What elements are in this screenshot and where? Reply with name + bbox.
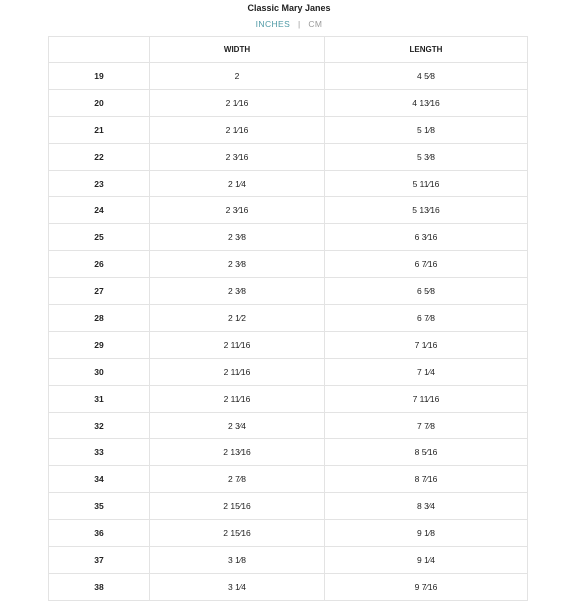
length-cell: 8 3⁄4 (325, 493, 528, 520)
length-cell: 6 5⁄8 (325, 278, 528, 305)
table-row (49, 547, 528, 574)
table-row (49, 224, 528, 251)
unit-separator: | (297, 19, 301, 29)
size-cell: 33 (49, 439, 150, 466)
width-cell: 2 1⁄4 (150, 170, 325, 197)
table-row (49, 493, 528, 520)
width-column-header: WIDTH (150, 37, 325, 63)
width-cell: 2 15⁄16 (150, 520, 325, 547)
size-cell: 34 (49, 466, 150, 493)
length-cell: 4 13⁄16 (325, 89, 528, 116)
size-cell: 28 (49, 305, 150, 332)
width-cell: 2 11⁄16 (150, 385, 325, 412)
table-body (49, 63, 528, 601)
table-row (49, 278, 528, 305)
unit-inches-toggle[interactable]: INCHES (255, 19, 291, 29)
width-cell: 2 3⁄4 (150, 412, 325, 439)
table-row (49, 358, 528, 385)
table-row (49, 466, 528, 493)
width-cell: 2 11⁄16 (150, 358, 325, 385)
width-cell: 2 1⁄2 (150, 305, 325, 332)
length-cell: 5 13⁄16 (325, 197, 528, 224)
size-cell: 30 (49, 358, 150, 385)
table-header-row (49, 37, 528, 63)
width-cell: 2 3⁄8 (150, 224, 325, 251)
width-cell: 2 1⁄16 (150, 89, 325, 116)
size-cell: 24 (49, 197, 150, 224)
table-row (49, 89, 528, 116)
unit-toggle (0, 19, 578, 29)
table-row (49, 520, 528, 547)
length-cell: 6 3⁄16 (325, 224, 528, 251)
width-cell: 2 13⁄16 (150, 439, 325, 466)
length-cell: 5 1⁄8 (325, 116, 528, 143)
size-cell: 25 (49, 224, 150, 251)
table-row (49, 116, 528, 143)
size-cell: 23 (49, 170, 150, 197)
table-row (49, 143, 528, 170)
width-cell: 3 1⁄8 (150, 547, 325, 574)
length-cell: 4 5⁄8 (325, 63, 528, 90)
length-cell: 6 7⁄8 (325, 305, 528, 332)
size-cell: 37 (49, 547, 150, 574)
size-column-header (49, 37, 150, 63)
width-cell: 2 3⁄8 (150, 251, 325, 278)
size-cell: 32 (49, 412, 150, 439)
table-row (49, 305, 528, 332)
size-cell: 29 (49, 331, 150, 358)
table-row (49, 63, 528, 90)
width-cell: 2 3⁄16 (150, 197, 325, 224)
length-column-header: LENGTH (325, 37, 528, 63)
length-cell: 7 11⁄16 (325, 385, 528, 412)
width-cell: 2 1⁄16 (150, 116, 325, 143)
page-title: Classic Mary Janes (247, 3, 331, 13)
table-row (49, 170, 528, 197)
length-cell: 9 7⁄16 (325, 573, 528, 600)
size-cell: 31 (49, 385, 150, 412)
width-cell: 2 15⁄16 (150, 493, 325, 520)
unit-cm-toggle[interactable]: CM (308, 19, 323, 29)
size-cell: 22 (49, 143, 150, 170)
width-cell: 2 3⁄16 (150, 143, 325, 170)
length-cell: 6 7⁄16 (325, 251, 528, 278)
length-cell: 7 7⁄8 (325, 412, 528, 439)
table-row (49, 573, 528, 600)
table-row (49, 331, 528, 358)
size-cell: 27 (49, 278, 150, 305)
length-cell: 5 11⁄16 (325, 170, 528, 197)
size-cell: 35 (49, 493, 150, 520)
width-cell: 2 3⁄8 (150, 278, 325, 305)
size-cell: 21 (49, 116, 150, 143)
size-cell: 20 (49, 89, 150, 116)
table-row (49, 385, 528, 412)
size-cell: 26 (49, 251, 150, 278)
length-cell: 7 1⁄4 (325, 358, 528, 385)
length-cell: 9 1⁄8 (325, 520, 528, 547)
width-cell: 2 11⁄16 (150, 331, 325, 358)
table-row (49, 197, 528, 224)
length-cell: 8 7⁄16 (325, 466, 528, 493)
length-cell: 8 5⁄16 (325, 439, 528, 466)
width-cell: 3 1⁄4 (150, 573, 325, 600)
length-cell: 5 3⁄8 (325, 143, 528, 170)
length-cell: 9 1⁄4 (325, 547, 528, 574)
width-cell: 2 (150, 63, 325, 90)
size-cell: 38 (49, 573, 150, 600)
table-row (49, 251, 528, 278)
table-row (49, 439, 528, 466)
table-row (49, 412, 528, 439)
size-cell: 36 (49, 520, 150, 547)
size-chart-table (48, 36, 528, 601)
width-cell: 2 7⁄8 (150, 466, 325, 493)
length-cell: 7 1⁄16 (325, 331, 528, 358)
size-cell: 19 (49, 63, 150, 90)
